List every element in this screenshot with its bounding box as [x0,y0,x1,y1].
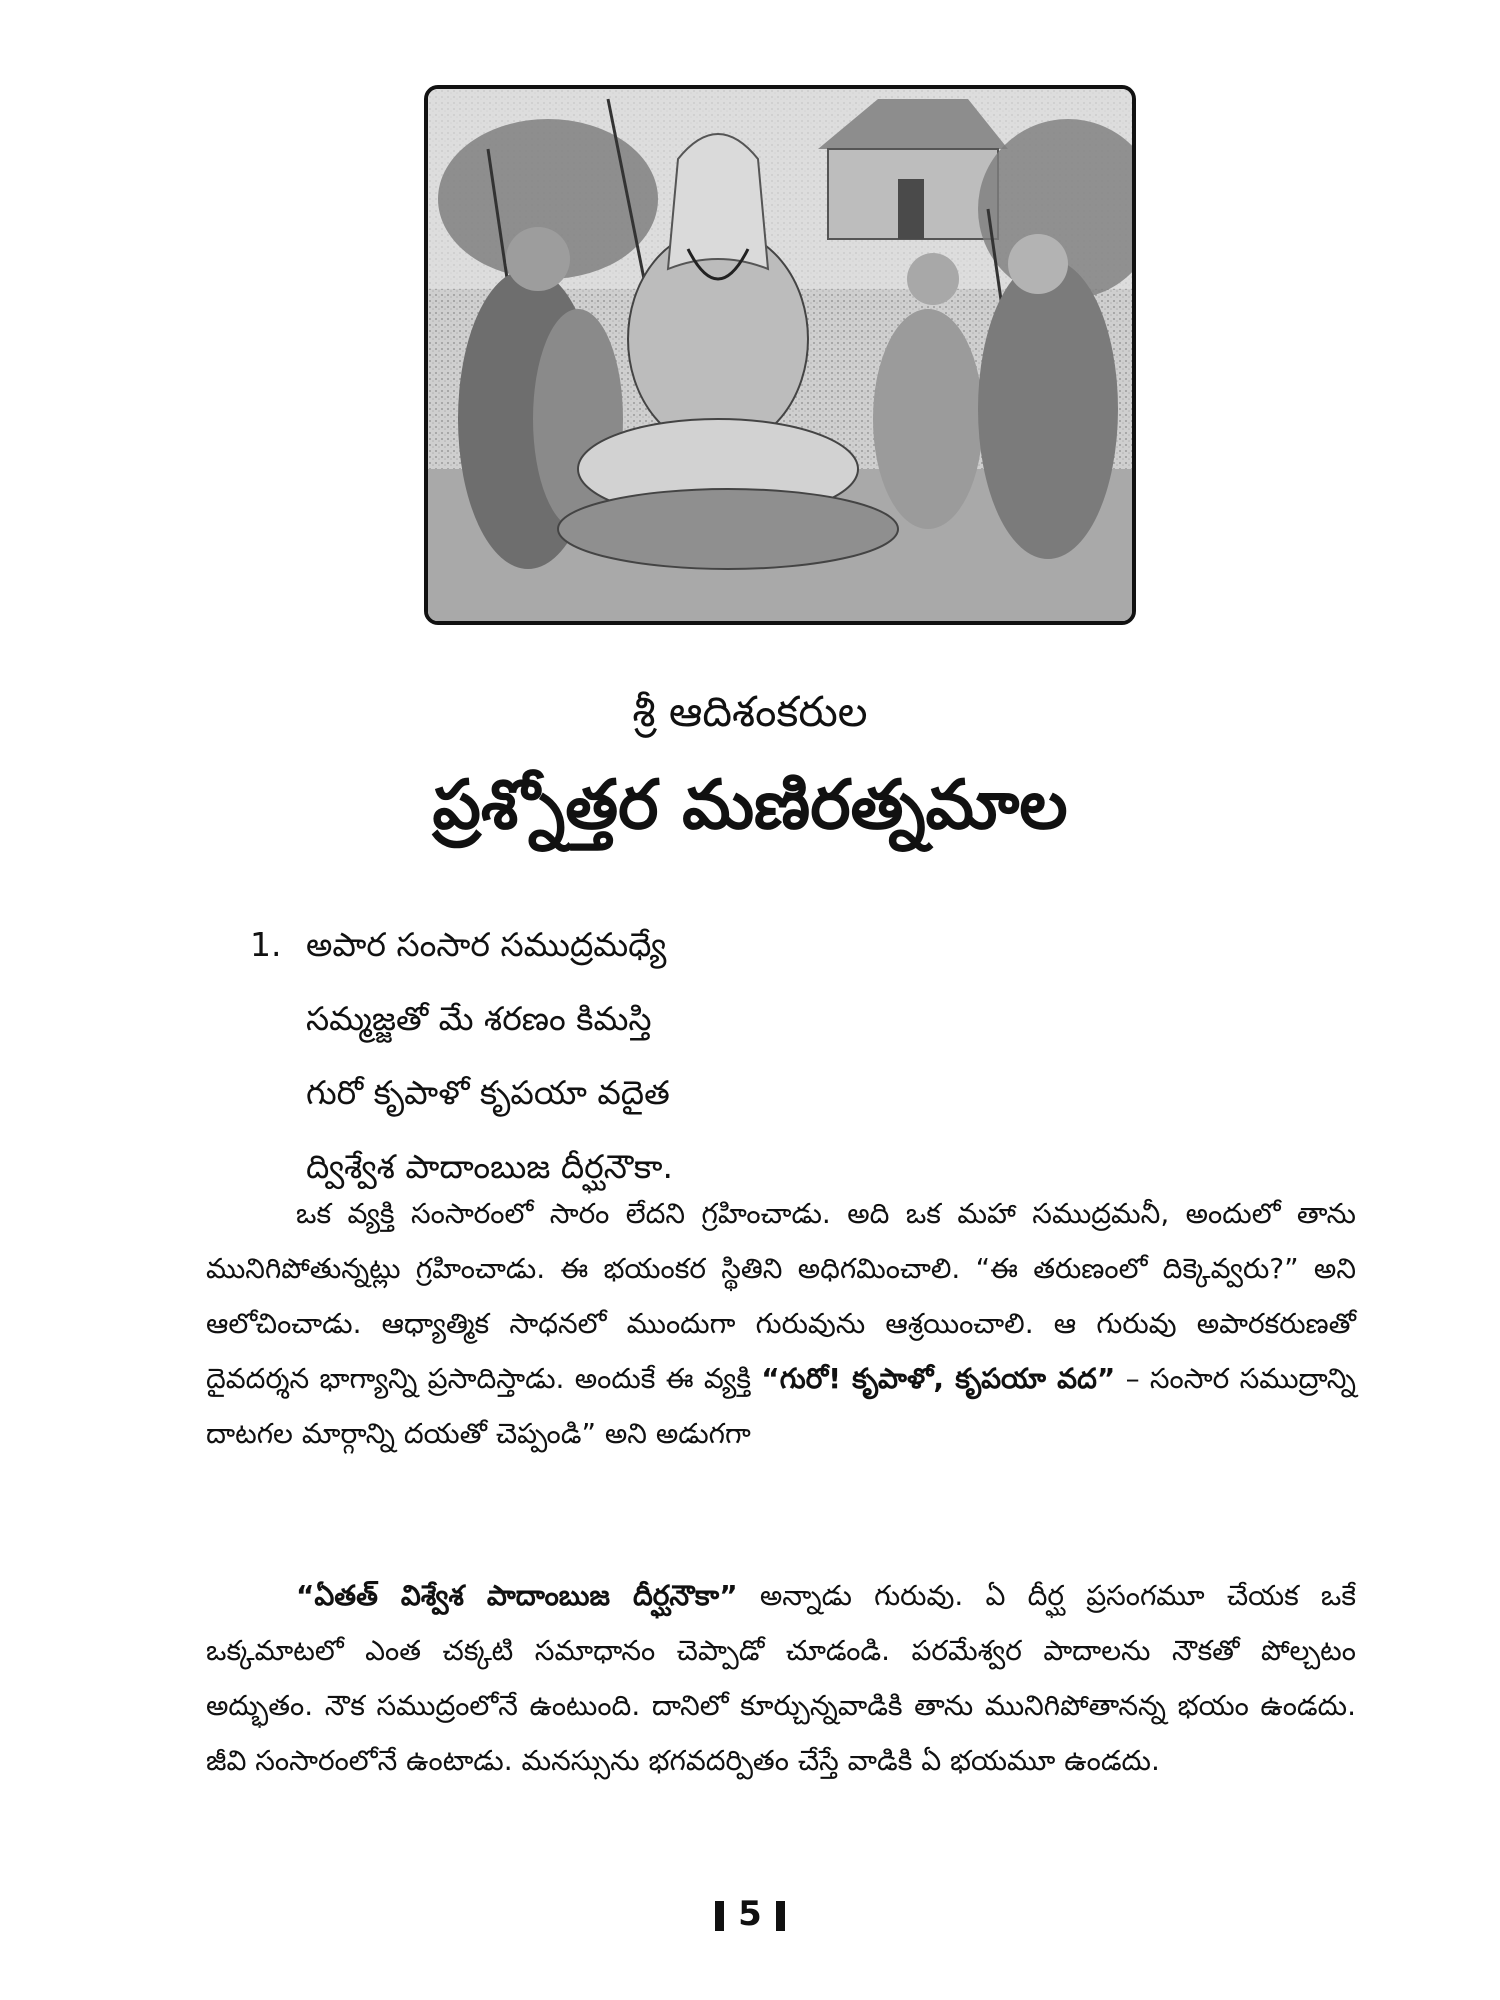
paragraph-bold-quote: “ఏతత్ విశ్వేశ పాదాంబుజ దీర్ఘనౌకా” [296,1579,738,1612]
paragraph-bold-quote: “గురో! కృపాళో, కృపయా వద” [761,1362,1116,1395]
author-subtitle: శ్రీ ఆదిశంకరుల [632,687,868,736]
verse-line: సమ్మజ్జతో మే శరణం కిమస్తి [306,999,652,1038]
verse-line: గురో కృపాళో కృపయా వదైత [306,1073,670,1112]
page-title: ప్రశ్నోత్తర మణిరత్నమాల [432,766,1068,845]
commentary-paragraph-1 [206,1186,1356,1461]
page-number-bar [776,1901,785,1931]
verse-line: ద్విశ్వేశ పాదాంబుజ దీర్ఘనౌకా. [306,1147,673,1186]
paragraph-text: అన్నాడు గురువు. ఏ దీర్ఘ ప్రసంగమూ చేయక ఒకే ఒక్కమాటలో ఎంత చక్కటి సమాధానం చెప్పాడో చూడండి. పరమేశ్వర పాదాలను నౌకతో పోల్చటం అద్భుతం. నౌక సముద్రంలోనే ఉంటుంది. దానిలో కూర్చున్నవాడికి తాను మునిగిపోతానన్న భయం ఉండదు. జీవి సంసారంలోనే ఉంటాడు. మనస్సును భగవదర్పితం చేస్తే వాడికి ఏ భయమూ ఉండదు. [206,1579,1357,1777]
paragraph-text: ఒక వ్యక్తి సంసారంలో సారం లేదని గ్రహించాడు. అది ఒక మహా సముద్రమనీ, అందులో తాను మునిగిపోతున్నట్లు గ్రహించాడు. ఈ భయంకర స్థితిని అధిగమించాలి. “ఈ తరుణంలో దిక్కెవ్వరు?” అని ఆలోచించాడు. ఆధ్యాత్మిక సాధనలో ముందుగా గురువును ఆశ్రయించాలి. ఆ గురువు అపారకరుణతో దైవదర్శన భాగ్యాన్ని ప్రసాదిస్తాడు. అందుకే ఈ వ్యక్తి [206,1197,1356,1395]
paragraph-text: – సంసార సముద్రాన్ని దాటగల మార్గాన్ని దయతో చెప్పండి” అని అడుగగా [206,1362,1356,1450]
verse-lines [306,908,1250,1204]
page-number-bar [715,1901,724,1931]
illustration-drawing [428,89,1132,621]
verse-line: అపార సంసార సముద్రమధ్యే [306,925,667,964]
page-number: 5 [738,1894,762,1934]
verse-block [250,908,1250,1204]
page-number-footer [0,1892,1500,1936]
verse-number: 1. [250,925,282,964]
commentary-paragraph-2 [206,1568,1356,1788]
illustration-guru-disciples [424,85,1136,625]
